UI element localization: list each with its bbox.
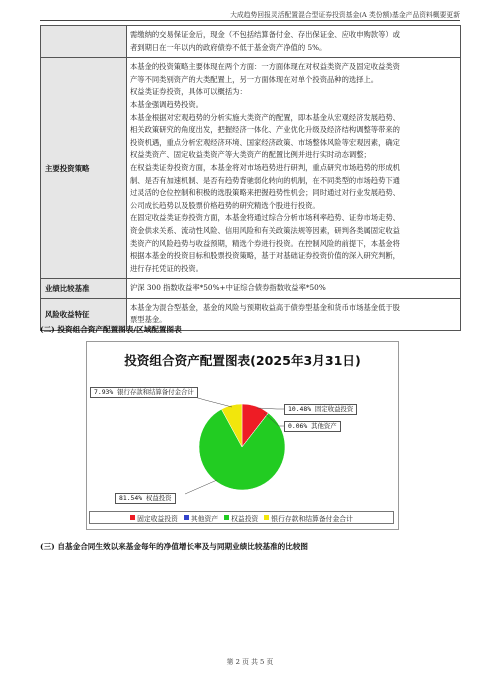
pie-chart-svg <box>87 342 398 510</box>
text-line: 根据本基金的投资目标和股票投资策略，基于对基础证券投资价值的深入研究判断， <box>130 251 400 261</box>
section-title-performance: (三) 自基金合同生效以来基金每年的净值增长率及与同期业绩比较基准的比较图 <box>40 542 309 551</box>
text-line: 资金供求关系、流动性风险、信用风险和有关政策法规等因素，研判各类属固定收益 <box>130 225 400 235</box>
label-bank-deposits: 7.93% 银行存款和结算备付金合计 <box>90 387 198 398</box>
legend-swatch-bank-deposits <box>264 515 269 520</box>
text-line: 本基金根据对宏观趋势的分析实施大类资产的配置，即本基金从宏观经济发展趋势、 <box>130 112 400 122</box>
benchmark-cell <box>127 279 461 299</box>
legend-item: 银行存款和结算备付金合计 <box>264 513 353 523</box>
text-line: 需缴纳的交易保证金后，现金（不包括结算备付金、存出保证金、应收申购款等）或 <box>130 30 400 39</box>
label-fixed-income: 10.48% 固定收益投资 <box>284 404 357 415</box>
text-line: 公司成长趋势以及股票价格趋势的研究精选个股进行投资。 <box>130 200 320 210</box>
text-line: 进行存托凭证的投资。 <box>130 263 203 273</box>
label-equity: 81.54% 权益投资 <box>115 493 176 504</box>
chart-title: 投资组合资产配置图表(2025年3月31日) <box>124 353 361 368</box>
header-rule <box>40 20 460 21</box>
text-line: 在固定收益类证券投资方面，本基金将通过综合分析市场利率趋势、证券市场走势、 <box>130 213 400 223</box>
text-line: 产等不同类别资产的大类配置上，另一方面体现在对单个投资品种的选择上。 <box>130 74 379 84</box>
benchmark-value: 沪深 300 指数收益率*50%+中证综合债券指数收益率*50% <box>130 283 326 293</box>
legend-item: 固定收益投资 <box>130 513 178 523</box>
legend-item: 权益投资 <box>224 513 258 523</box>
text-line: 本基金为混合型基金，基金的风险与预期收益高于债券型基金和货币市场基金低于股 <box>130 302 400 312</box>
text-line: 相关政策研究的角度出发，把握经济一体化、产业优化升级及经济结构调整等带来的 <box>130 125 400 135</box>
fund-info-table <box>40 25 461 331</box>
allocation-chart <box>86 341 399 530</box>
text-line: 本基金强调趋势投资。 <box>130 99 203 109</box>
row-label-risk: 风险收益特征 <box>41 298 127 330</box>
table-row <box>41 26 461 58</box>
section-title-allocation: (二) 投资组合资产配置图表/区域配置图表 <box>40 325 182 334</box>
row-label-empty <box>41 26 127 58</box>
legend-item: 其他资产 <box>184 513 218 523</box>
legend-swatch-fixed-income <box>130 515 135 520</box>
cash-requirement-cell <box>127 26 461 58</box>
legend-swatch-other-assets <box>184 515 189 520</box>
text-line: 权益类证券投资，具体可以概括为： <box>130 87 247 97</box>
text-line: 过灵活的仓位控制和积极的选股策略来把握趋势性机会；同时通过对行业发展趋势、 <box>130 188 400 198</box>
text-line: 者到期日在一年以内的政府债券不低于基金资产净值的 5%。 <box>130 42 327 52</box>
row-label-benchmark: 业绩比较基准 <box>41 279 127 299</box>
legend-swatch-equity <box>224 515 229 520</box>
leader-line-equity <box>185 480 217 494</box>
text-line: 权益类资产、固定收益类资产等大类资产的配置比例并进行实时动态调整； <box>130 150 371 160</box>
label-other-assets: 0.06% 其他资产 <box>284 421 341 432</box>
text-line: 票型基金。 <box>130 315 167 325</box>
strategy-cell <box>127 58 461 279</box>
row-label-strategy: 主要投资策略 <box>41 58 127 279</box>
text-line: 类资产的风险趋势与收益预期，精选个券进行投资。在控制风险的前提下，本基金将 <box>130 238 400 248</box>
page-number: 第 2 页 共 5 页 <box>226 658 274 666</box>
table-row <box>41 279 461 299</box>
table-row <box>41 58 461 279</box>
text-line: 在权益类证券投资方面，本基金将对市场趋势进行研判，重点研究市场趋势的形成机 <box>130 162 400 172</box>
document-header: 大成趋势回报灵活配置混合型证券投资基金(A 类份额)基金产品资料概要更新 <box>230 11 460 19</box>
chart-legend <box>89 511 394 524</box>
text-line: 本基金的投资策略主要体现在两个方面：一方面体现在对权益类资产及固定收益类资 <box>130 62 400 72</box>
text-line: 制、是否有加速机制、是否有趋势背驰弱化转向的机制，在不同类型的市场趋势下通 <box>130 175 400 185</box>
text-line: 投资机遇，重点分析宏观经济环境、国家经济政策、市场整体风险等宏观因素，确定 <box>130 137 400 147</box>
